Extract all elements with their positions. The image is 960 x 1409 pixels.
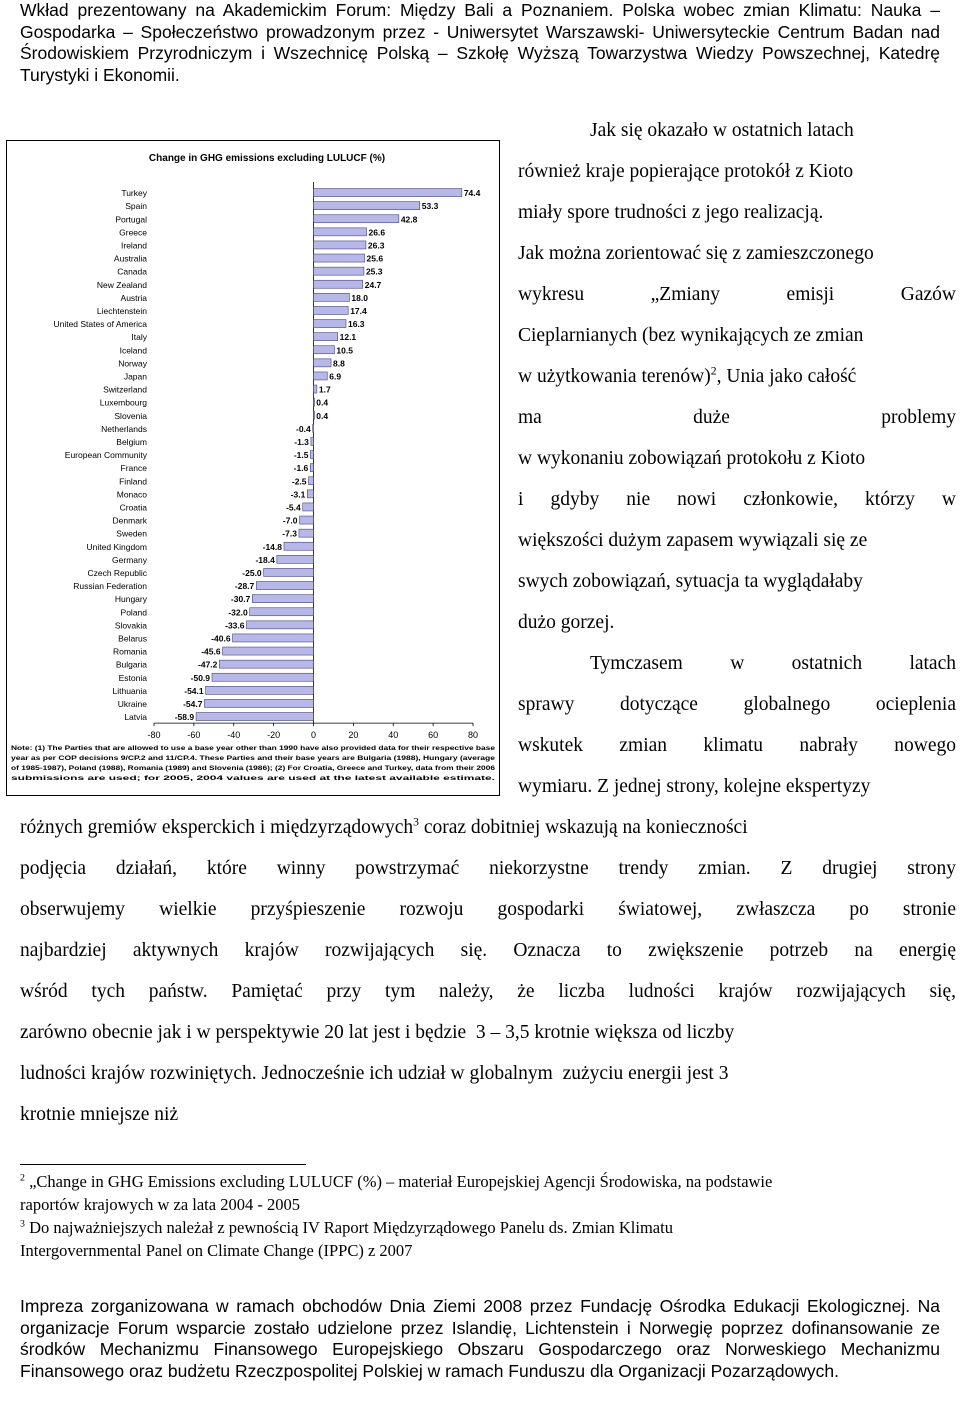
chart-note-line: Note: (1) The Parties that are allowed to use a base year other than 1990 have also provided data for their respective base (11, 745, 496, 752)
header-paragraph: Wkład prezentowany na Akademickim Forum: Między Bali a Poznaniem. Polska wobec zmian Klimatu: Nauka – Gospodarka – Społeczeństwo prowadzonym przez - Uniwersytet Warszawski- Uniwersyteckie Centrum Badan nad Środowiskiem Przyrodniczym i Wszechnicę Polską – Szkołę Wyższą Towarzystwa Wiedzy Powszechnej, Katedrę Turystyki i Ekonomii. (20, 0, 940, 85)
bar-value-label: 10.5 (336, 345, 353, 356)
full-line-5: wśród tych państw. Pamiętać przy tym należy, że liczba ludności krajów rozwijających się, (20, 981, 956, 1002)
footnote-3-line-1 (20, 1218, 673, 1238)
bar-value-label: 17.4 (350, 305, 367, 316)
bar (303, 503, 314, 511)
full-line-3: obserwujemy wielkie przyśpieszenie rozwoju gospodarki światowej, zwłaszcza po stronie (20, 899, 956, 920)
category-label: Australia (113, 253, 147, 264)
bar (196, 713, 313, 721)
bar-value-label: 0.4 (316, 410, 329, 421)
bar (313, 424, 314, 432)
bar-value-label: -54.7 (183, 698, 203, 709)
x-tick-label: -60 (187, 730, 201, 741)
bar-value-label: -33.6 (225, 620, 245, 631)
ghg-chart-svg (7, 141, 499, 795)
bar (314, 228, 367, 236)
full-line-7: ludności krajów rozwiniętych. Jednocześnie ich udział w globalnym zużyciu energii jest 3 (20, 1063, 729, 1084)
bar-value-label: 16.3 (347, 319, 365, 330)
bar-value-label: -3.1 (290, 489, 306, 500)
bar-value-label: 53.3 (421, 201, 439, 212)
full-line-2: podjęcia działań, które winny powstrzymać niekorzystne trendy zmian. Z drugiej strony (20, 858, 956, 879)
category-label: United States of America (53, 319, 147, 330)
category-label: Switzerland (103, 384, 147, 395)
bar (219, 660, 313, 668)
bar-value-label: -1.6 (293, 463, 309, 474)
category-label: Japan (123, 371, 147, 382)
bar (206, 686, 314, 694)
category-label: Netherlands (101, 423, 147, 434)
category-label: Bulgaria (115, 659, 147, 670)
bar-value-label: 18.0 (351, 292, 368, 303)
bar (264, 568, 314, 576)
bar (233, 634, 314, 642)
right-line-8: ma duże problemy (518, 407, 956, 428)
bar (314, 333, 338, 341)
right-line-7-rest: , Unia jako całość (716, 366, 857, 387)
chart-note-line: submissions are used; for 2005, 2004 values are used at the latest available estimate. (11, 775, 496, 782)
bar (314, 385, 317, 393)
footnote-3-text: Do najważniejszych należał z pewnością IV Raport Międzyrządowego Panelu ds. Zmian Klimatu (24, 1218, 673, 1237)
chart-note-line: of 1985-1987), Poland (1988), Romania (1989) and Slovenia (1986); (2) For Croatia, Greece and Turkey, data from their 2006 (11, 765, 496, 772)
category-label: Austria (120, 292, 147, 303)
category-label: Germany (112, 554, 147, 565)
x-tick-label: -20 (267, 730, 281, 741)
category-label: Turkey (121, 188, 147, 199)
right-line-10: i gdyby nie nowi członkowie, którzy w (518, 489, 956, 510)
category-label: United Kingdom (86, 541, 147, 552)
bar (314, 306, 349, 314)
right-line-5: wykresu „Zmiany emisji Gazów (518, 284, 956, 305)
chart-title: Change in GHG emissions excluding LULUCF (%) (148, 153, 386, 164)
category-label: Slovenia (114, 410, 147, 421)
full-line-6: zarówno obecnie jak i w perspektywie 20 lat jest i będzie 3 – 3,5 krotnie większa od liczby (20, 1022, 735, 1043)
full-line-8: krotnie mniejsze niż (20, 1104, 179, 1125)
category-label: Greece (119, 227, 147, 238)
bar (314, 372, 328, 380)
x-tick-label: -40 (227, 730, 241, 741)
bar (223, 647, 314, 655)
bar-value-label: -40.6 (211, 633, 231, 644)
bar-value-label: 74.4 (463, 188, 481, 199)
bar (314, 346, 335, 354)
right-line-3: miały spore trudności z jego realizacją. (518, 202, 824, 223)
bar (252, 595, 313, 603)
bar (314, 267, 364, 275)
bar-value-label: -1.5 (293, 450, 309, 461)
bar (314, 215, 399, 223)
bar-value-label: -14.8 (262, 541, 282, 552)
bar (277, 555, 314, 563)
category-label: Spain (125, 201, 147, 212)
bar (250, 608, 314, 616)
category-label: Italy (131, 332, 147, 343)
category-label: Ukraine (117, 698, 147, 709)
right-line-12: swych zobowiązań, sytuacja ta wyglądałaby (518, 571, 863, 592)
ghg-chart (6, 140, 500, 796)
bar (311, 451, 314, 459)
bar (314, 359, 332, 367)
bar (314, 293, 350, 301)
category-label: Croatia (119, 502, 147, 513)
bar-value-label: 26.6 (368, 227, 386, 238)
right-line-14: Tymczasem w ostatnich latach (590, 653, 956, 674)
bar (300, 516, 314, 524)
bar-value-label: 8.8 (333, 358, 345, 369)
bar (299, 529, 314, 537)
bar-value-label: 12.1 (339, 332, 357, 343)
footnote-ref-2: 2 (710, 364, 717, 378)
footnote-2-mark: 2 (20, 1172, 25, 1184)
right-line-1: Jak się okazało w ostatnich latach (590, 120, 854, 141)
bar (314, 189, 462, 197)
bar (212, 673, 313, 681)
bar-value-label: 26.3 (367, 240, 385, 251)
bar (311, 437, 314, 445)
footnote-3-mark: 3 (20, 1218, 25, 1230)
category-label: France (120, 463, 147, 474)
right-line-11: większości dużym zapasem wywiązali się ze (518, 530, 868, 551)
bar-value-label: -47.2 (198, 659, 218, 670)
right-line-13: dużo gorzej. (518, 612, 615, 633)
bar-value-label: 24.7 (364, 279, 382, 290)
footnote-separator (20, 1164, 306, 1165)
bar-value-label: -58.9 (174, 712, 195, 723)
bar (307, 490, 313, 498)
chart-note-line: year as per COP decisions 9/CP.2 and 11/CP.4. These Parties and their base years are Bulgaria (1988), Hungary (average (11, 755, 496, 762)
category-label: Denmark (112, 515, 147, 526)
category-label: Czech Republic (87, 567, 147, 578)
bar-value-label: 25.6 (366, 253, 384, 264)
full-line-1-main: różnych gremiów eksperckich i międzyrządowych (20, 817, 414, 838)
footnote-2-line-1 (20, 1172, 772, 1192)
category-label: Luxembourg (99, 397, 147, 408)
bar-value-label: -25.0 (242, 567, 262, 578)
bar-value-label: -54.1 (184, 685, 204, 696)
bar (204, 699, 313, 707)
bar-value-label: -30.7 (230, 594, 251, 605)
bar-value-label: -2.5 (291, 476, 307, 487)
category-label: Romania (112, 646, 147, 657)
bar-value-label: 25.3 (365, 266, 383, 277)
category-label: Belarus (118, 633, 147, 644)
bar-value-label: -28.7 (234, 581, 255, 592)
x-tick-label: 0 (310, 730, 317, 741)
category-label: Slovakia (114, 620, 147, 631)
bar-value-label: -7.3 (282, 528, 297, 539)
footnote-3-line-2: Intergovernmental Panel on Climate Change (IPPC) z 2007 (20, 1241, 413, 1260)
category-label: Liechtenstein (96, 305, 147, 316)
category-label: Estonia (118, 672, 147, 683)
bar-value-label: -7.0 (282, 515, 298, 526)
bar (309, 477, 314, 485)
footer-paragraph: Impreza zorganizowana w ramach obchodów Dnia Ziemi 2008 przez Fundację Ośrodka Edukacji Ekologicznej. Na organizacje Forum wsparcie zostało udzielone przez Islandię, Lichtenstein i Norwegię poprzez dofinansowanie ze środków Mechanizmu Finansowego Europejskiego Obszaru Gospodarczego oraz Norweskiego Mechanizmu Finansowego oraz budżetu Rzeczpospolitej Polskiej w ramach Funduszu dla Organizacji Pozarządowych. (20, 1296, 940, 1381)
category-label: New Zealand (96, 279, 147, 290)
full-line-1 (20, 817, 748, 839)
x-tick-label: 80 (467, 730, 479, 741)
bar (314, 202, 420, 210)
category-label: Ireland (121, 240, 147, 251)
category-label: Belgium (116, 436, 147, 447)
bar (314, 398, 315, 406)
right-line-7 (518, 366, 856, 388)
category-label: European Community (64, 450, 147, 461)
category-label: Sweden (116, 528, 147, 539)
category-label: Monaco (116, 489, 147, 500)
footnote-2-line-2: raportów krajowych w za lata 2004 - 2005 (20, 1195, 300, 1214)
x-tick-label: 60 (428, 730, 439, 741)
bar-value-label: 1.7 (318, 384, 331, 395)
bar-value-label: -45.6 (201, 646, 221, 657)
category-label: Russian Federation (73, 581, 147, 592)
bar-value-label: 42.8 (400, 214, 418, 225)
right-line-15: sprawy dotyczące globalnego ocieplenia (518, 694, 956, 715)
bar-value-label: -5.4 (286, 502, 301, 513)
category-label: Iceland (119, 345, 147, 356)
bar (314, 411, 315, 419)
bar (314, 254, 365, 262)
right-line-7-main: w użytkowania terenów) (518, 366, 711, 387)
category-label: Norway (118, 358, 147, 369)
x-tick-label: -80 (147, 730, 161, 741)
bar (314, 280, 363, 288)
right-line-16: wskutek zmian klimatu nabrały nowego (518, 735, 956, 756)
right-line-9: w wykonaniu zobowiązań protokołu z Kioto (518, 448, 866, 469)
bar-value-label: -1.3 (294, 436, 309, 447)
category-label: Finland (119, 476, 147, 487)
bar (256, 582, 313, 590)
bar-value-label: -0.4 (296, 423, 311, 434)
bar-value-label: -18.4 (255, 554, 275, 565)
bar-value-label: 6.9 (329, 371, 342, 382)
bar (310, 464, 313, 472)
category-label: Canada (117, 266, 147, 277)
category-label: Poland (120, 607, 147, 618)
category-label: Portugal (115, 214, 147, 225)
x-tick-label: 40 (388, 730, 399, 741)
bar (314, 241, 366, 249)
bar-value-label: -32.0 (228, 607, 248, 618)
bar (314, 320, 346, 328)
footnote-ref-3: 3 (413, 815, 419, 829)
footnote-2-text: „Change in GHG Emissions excluding LULUCF (%) – materiał Europejskiej Agencji Środowiska, na podstawie (24, 1172, 773, 1191)
bar (247, 621, 314, 629)
right-line-17: wymiaru. Z jednej strony, kolejne ekspertyzy (518, 776, 871, 797)
full-line-4: najbardziej aktywnych krajów rozwijających się. Oznacza to zwiększenie potrzeb na energię (20, 940, 956, 961)
category-label: Hungary (114, 594, 147, 605)
x-tick-label: 20 (348, 730, 359, 741)
full-line-1-rest: coraz dobitniej wskazują na konieczności (418, 817, 748, 838)
bar (284, 542, 314, 550)
category-label: Latvia (124, 712, 147, 723)
bar-value-label: -50.9 (190, 672, 211, 683)
right-line-4: Jak można zorientować się z zamieszczonego (518, 243, 874, 264)
right-line-2: również kraje popierające protokół z Kioto (518, 161, 854, 182)
right-line-6: Cieplarnianych (bez wynikających ze zmian (518, 325, 864, 346)
category-label: Lithuania (112, 685, 147, 696)
bar-value-label: 0.4 (316, 397, 329, 408)
